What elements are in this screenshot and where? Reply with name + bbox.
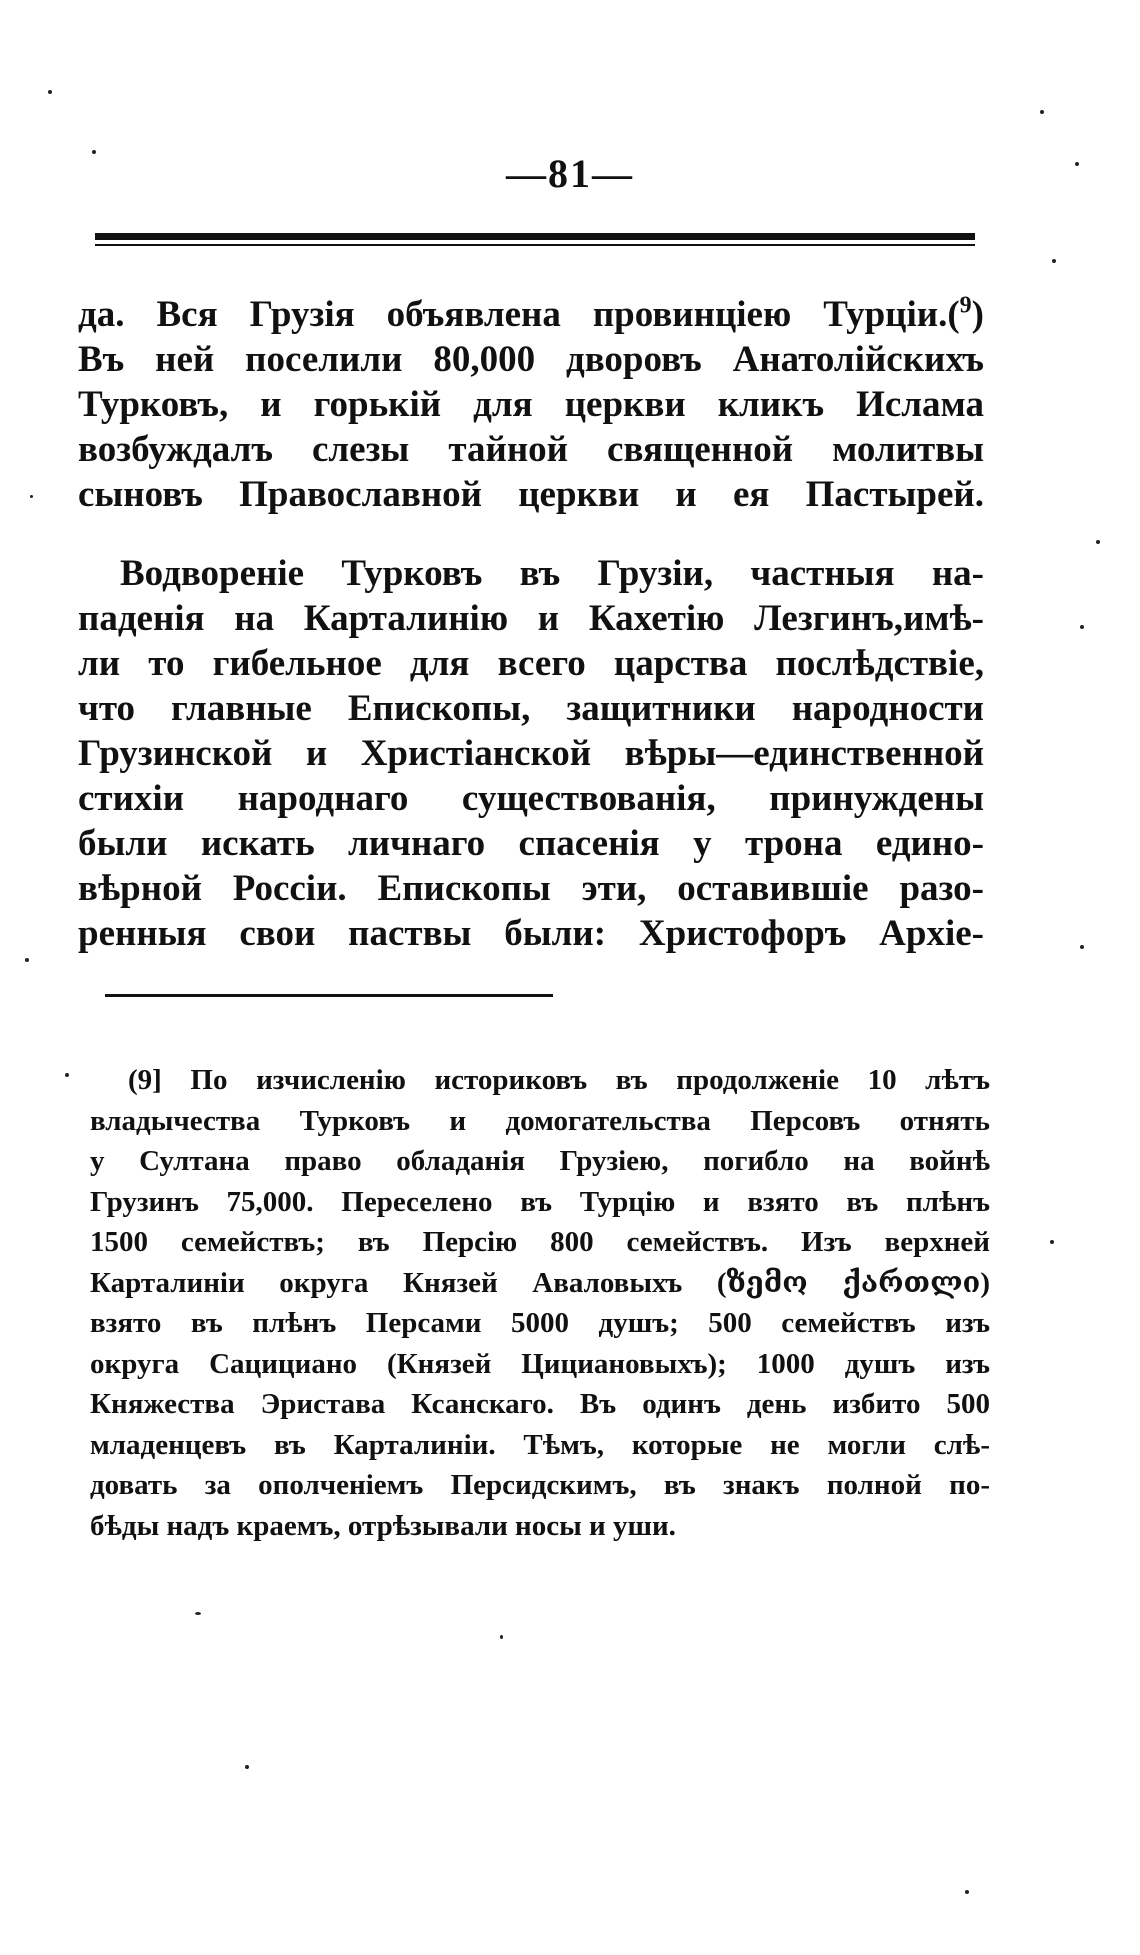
footnote-line: у Султана право обладанія Грузіею, погибло на войнѣ xyxy=(90,1145,990,1177)
footnote-separator xyxy=(105,994,553,997)
paragraph-2 xyxy=(78,551,984,956)
text-line: были искать личнаго спасенія у трона едино- xyxy=(78,823,984,864)
page-number: —81— xyxy=(506,151,634,196)
footnote-line: округа Сацициано (Князей Цициановыхъ); 1000 душъ изъ xyxy=(90,1347,990,1380)
main-text xyxy=(78,292,984,956)
scan-speck xyxy=(30,495,33,498)
paragraph-1 xyxy=(78,292,984,517)
text-line: сыновъ Православной церкви и ея Пастырей. xyxy=(78,474,984,515)
scan-speck xyxy=(65,1073,69,1077)
footnote-line: (9] По изчисленію историковъ въ продолженіе 10 лѣтъ xyxy=(128,1064,990,1096)
footnote-line: владычества Турковъ и домогательства Персовъ отнять xyxy=(90,1104,990,1137)
text-line: Водвореніе Турковъ въ Грузіи, частныя на- xyxy=(120,553,984,594)
footnote-reference: 9 xyxy=(959,292,972,319)
scan-speck xyxy=(1040,110,1044,114)
scan-speck xyxy=(500,1635,503,1639)
scan-speck xyxy=(1075,162,1079,166)
scan-speck xyxy=(245,1765,249,1769)
text-line: да. Вся Грузія объявлена провинціею Турціи.($^9$) xyxy=(78,292,984,335)
footnote xyxy=(90,1060,990,1546)
scan-speck xyxy=(92,150,96,154)
scan-speck xyxy=(1080,945,1084,949)
text-line: вѣрной Россіи. Епископы эти, оставившіе разо- xyxy=(78,868,984,909)
footnote-line: 1500 семействъ; въ Персію 800 семействъ. Изъ верхней xyxy=(90,1226,990,1258)
text-line: ренныя свои паствы были: Христофоръ Архіе- xyxy=(78,913,984,954)
text-line: ли то гибельное для всего царства послѣдствіе, xyxy=(78,643,984,684)
scan-speck xyxy=(1080,625,1084,629)
text-line: стихіи народнаго существованія, принуждены xyxy=(78,778,984,819)
scan-speck xyxy=(965,1890,969,1894)
text-line: Турковъ, и горькій для церкви кликъ Ислама xyxy=(78,384,984,425)
scan-speck xyxy=(48,90,52,94)
scan-speck xyxy=(1050,1240,1054,1244)
footnote-line: взято въ плѣнъ Персами 5000 душъ; 500 семействъ изъ xyxy=(90,1307,990,1339)
footnote-line: бѣды надъ краемъ, отрѣзывали носы и уши. xyxy=(90,1509,676,1542)
footnote-line: младенцевъ въ Карталиніи. Тѣмъ, которые не могли слѣ- xyxy=(90,1428,990,1461)
scan-speck xyxy=(1052,259,1056,263)
header-rule-thin xyxy=(95,244,975,246)
footnote-line: Карталиніи округа Князей Аваловыхъ (ზემო ქართლი) xyxy=(90,1266,990,1299)
header-rule-thick xyxy=(95,233,975,240)
text-line: что главные Епископы, защитники народности xyxy=(78,688,984,729)
scan-speck xyxy=(1096,540,1100,544)
footnote-line: довать за ополченіемъ Персидскимъ, въ знакъ полной по- xyxy=(90,1469,990,1501)
text-line: Грузинской и Христіанской вѣры—единственной xyxy=(78,733,984,774)
footnote-line: Княжества Эристава Ксанскаго. Въ одинъ день избито 500 xyxy=(90,1388,990,1420)
footnote-line: Грузинъ 75,000. Переселено въ Турцію и взято въ плѣнъ xyxy=(90,1185,990,1218)
text-line: Въ ней поселили 80,000 дворовъ Анатолійскихъ xyxy=(78,339,984,380)
text-line: паденія на Карталинію и Кахетію Лезгинъ,имѣ- xyxy=(78,598,984,639)
scan-speck xyxy=(195,1612,201,1615)
scan-speck xyxy=(25,958,29,962)
text-line: возбуждалъ слезы тайной священной молитвы xyxy=(78,429,984,470)
